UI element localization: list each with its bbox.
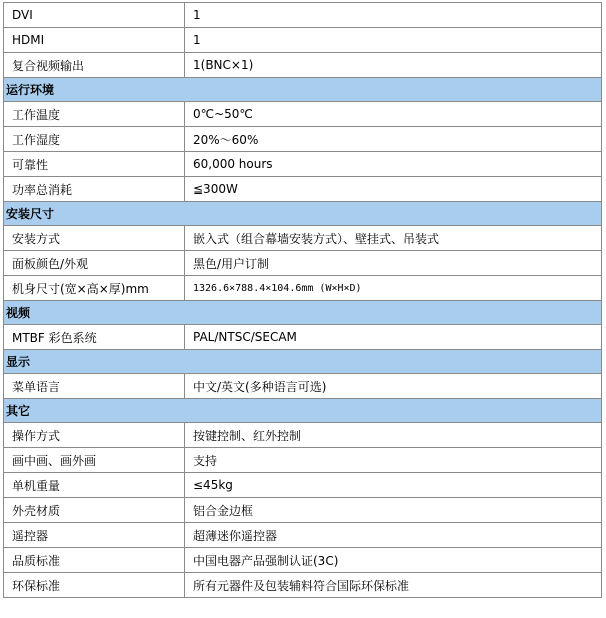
table-row	[4, 28, 602, 53]
table-row	[4, 177, 602, 202]
spec-label: 功率总消耗	[4, 177, 185, 202]
spec-label: DVI	[4, 3, 185, 28]
spec-label: 安装方式	[4, 226, 185, 251]
spec-label: 品质标准	[4, 548, 185, 573]
section-title: 安装尺寸	[4, 202, 602, 226]
table-row	[4, 226, 602, 251]
table-row	[4, 498, 602, 523]
table-row	[4, 127, 602, 152]
spec-label: 面板颜色/外观	[4, 251, 185, 276]
section-header-row	[4, 350, 602, 374]
spec-value: 0℃~50℃	[185, 102, 602, 127]
table-row	[4, 53, 602, 78]
table-row	[4, 573, 602, 598]
section-header-row	[4, 202, 602, 226]
spec-value: 1	[185, 28, 602, 53]
spec-label: 外壳材质	[4, 498, 185, 523]
table-row	[4, 251, 602, 276]
section-header-row	[4, 301, 602, 325]
table-row	[4, 276, 602, 301]
spec-value: 铝合金边框	[185, 498, 602, 523]
section-title: 其它	[4, 399, 602, 423]
spec-value: 60,000 hours	[185, 152, 602, 177]
spec-label: 环保标准	[4, 573, 185, 598]
spec-label: HDMI	[4, 28, 185, 53]
table-row	[4, 548, 602, 573]
table-row	[4, 473, 602, 498]
spec-value: 中文/英文(多种语言可选)	[185, 374, 602, 399]
spec-value: ≤45kg	[185, 473, 602, 498]
spec-table-body	[4, 3, 602, 598]
table-row	[4, 3, 602, 28]
table-row	[4, 523, 602, 548]
spec-label: 菜单语言	[4, 374, 185, 399]
table-row	[4, 102, 602, 127]
spec-label: 机身尺寸(宽×高×厚)mm	[4, 276, 185, 301]
spec-value: 1	[185, 3, 602, 28]
spec-value: 支持	[185, 448, 602, 473]
table-row	[4, 325, 602, 350]
spec-value: 黑色/用户订制	[185, 251, 602, 276]
section-header-row	[4, 399, 602, 423]
table-row	[4, 448, 602, 473]
spec-value: PAL/NTSC/SECAM	[185, 325, 602, 350]
spec-label: 画中画、画外画	[4, 448, 185, 473]
table-row	[4, 152, 602, 177]
section-header-row	[4, 78, 602, 102]
spec-label: 单机重量	[4, 473, 185, 498]
spec-value: 1(BNC×1)	[185, 53, 602, 78]
spec-table	[3, 2, 602, 598]
spec-label: MTBF 彩色系统	[4, 325, 185, 350]
spec-label: 可靠性	[4, 152, 185, 177]
spec-value: 所有元器件及包装辅料符合国际环保标准	[185, 573, 602, 598]
section-title: 运行环境	[4, 78, 602, 102]
spec-label: 工作湿度	[4, 127, 185, 152]
spec-value: 1326.6×788.4×104.6mm (W×H×D)	[185, 276, 602, 301]
spec-value: 嵌入式（组合幕墙安装方式）、壁挂式、吊装式	[185, 226, 602, 251]
spec-value: 中国电器产品强制认证(3C)	[185, 548, 602, 573]
table-row	[4, 374, 602, 399]
spec-value: 20%～60%	[185, 127, 602, 152]
spec-label: 复合视频输出	[4, 53, 185, 78]
spec-value: 超薄迷你遥控器	[185, 523, 602, 548]
spec-label: 操作方式	[4, 423, 185, 448]
spec-value: 按键控制、红外控制	[185, 423, 602, 448]
section-title: 视频	[4, 301, 602, 325]
spec-value: ≦300W	[185, 177, 602, 202]
table-row	[4, 423, 602, 448]
spec-label: 工作温度	[4, 102, 185, 127]
spec-label: 遥控器	[4, 523, 185, 548]
section-title: 显示	[4, 350, 602, 374]
